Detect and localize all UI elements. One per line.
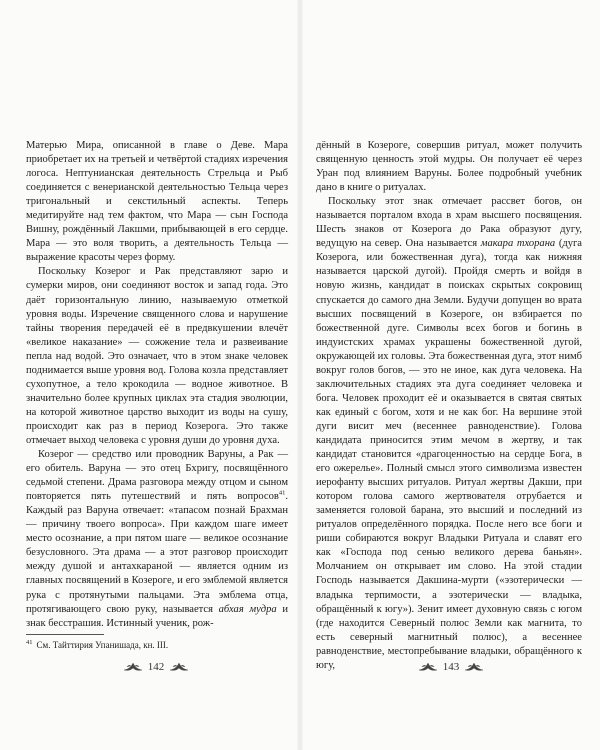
page-number-143: 143 bbox=[442, 661, 460, 673]
right-paragraph-2-text: Поскольку этот знак отмечает рассвет богов, он называется порталом входа в храм высшего посвящения. Шесть знаков от Козерога до Рака образуют дугу, ведущую на север. Она называется bbox=[316, 196, 582, 250]
right-paragraph-2-cont: (дуга Козерога, или божественная дуга), тогда как нижняя называется царской дугой). Пройдя смерть и войдя в новую жизнь, кандидат в поисках скрытых сокровищ спускается до самого дна Земли. Будучи допущен во врата высших посвящений в Козероге, он взбирается по божественной дуге. Символы всех богов и богинь в индуистских храмах украшены божественной дугой, окружающей их головы. Эта божественная дуга, этот нимб вокруг голов богов, — это не иное, как дуга человека. На заключительных стадиях эта дуга соединяет человека и бога. Человек проходит её и оказывается в святая святых как единый с богом, хотя и не как бог. На вершине этой дуги висит меч (весеннее равноденствие). Голова кандидата приносится этим мечом в жертву, и так кандидат становится «драгоценностью на сердце Бога, в его ожерелье». Полный смысл этого символизма известен иерофанту высших ритуалов. Ритуал жертвы Дакши, при котором голова самого жертвователя отрубается и заменяется головой барана, это высший и последний из ритуалов определённого порядка. После него все боги и риши собираются вокруг Владыки Ритуала и славят его как «Господа под сенью великого дерева баньян». Молчанием он открывает им слово. На этой стадии Господь называется Дакшина-мурти («эзотерически — владыка терпимости, а эзотерически — владыка, обращённый к югу»). Зенит имеет духовную связь с югом (где находится Северный полюс Земли как магнита, то есть северный магнитный полюс), а весеннее равноденствие, местопребывание владыки, обращённого к югу, bbox=[316, 238, 582, 671]
arc-term: макара тхорана bbox=[480, 238, 556, 250]
left-page bbox=[26, 139, 288, 651]
page-number-left bbox=[96, 660, 216, 674]
page-number-right bbox=[391, 660, 511, 674]
footnote bbox=[26, 637, 288, 651]
left-paragraph-2: Поскольку Козерог и Рак представляют зарю и сумерки миров, они соединяют восток и запад года. Это даёт горизонтальную линию, называемую отметкой уровня воды. Изречение священного слова и нарушение тайны творения передачей её в предвкушении влечёт «великое наказание» — сожжение тела и развеивание пепла над водой. Это означает, что в этом знаке человек поднимается выше уровня вод. Голова козла представляет сухопутное, а тело крокодила — водное животное. В значительно более крупных циклах эта стадия эволюции, на которой животное царство выходит из воды на сушу, происходит как раз в период Козерога. Это также отмечает выход человека с уровня души до уровня духа. bbox=[26, 266, 288, 446]
left-paragraph-3-text: Козерог — средство или проводник Варуны, а Рак — его обитель. Варуна — это отец Бхригу, посвящённого седьмой степени. Драма разговора между отцом и сыном повторяется пять путешествий и пять вопросов bbox=[26, 449, 288, 503]
footnote-marker: 41 bbox=[278, 489, 286, 497]
right-paragraph-2 bbox=[316, 195, 582, 673]
footnote-number: 41 bbox=[26, 638, 33, 646]
left-paragraph-1: Матерью Мира, описанной в главе о Деве. Мара приобретает их на третьей и четвёртой стадиях изречения логоса. Нептунианская деятельность Стрельца и Рыб соединяется с венерианской деятельностью Тельца через тригональный и секстильный аспекты. Теперь медитируйте над тем фактом, что Мара — сын Господа Вишну, рождённый Лакшми, прибывающей в его сердце. Мара — это воля творить, а деятельность Тельца — выражение красоты через форму. bbox=[26, 140, 288, 264]
page-number-142: 142 bbox=[147, 661, 165, 673]
footnote-rule bbox=[26, 634, 104, 635]
book-gutter bbox=[297, 0, 303, 750]
footnote-text: См. Тайттирия Упанишада, кн. III. bbox=[36, 639, 169, 650]
left-paragraph-3-cont: Каждый раз Варуна отвечает: «тапасом познай Брахман — причину твоего вопроса». При каждом шаге имеет место осознание, а при пятом шаге — великое осознание безусловного. Эта драма — а этот разговор происходит между душой и антахкараной — является одним из главных посвящений в Козероге, и его эмблемой является рука с протянутыми пальцами. Эта эмблема отца, протягивающего свою руку, называется bbox=[26, 505, 288, 615]
right-page bbox=[316, 139, 582, 673]
lotus-ornament-icon bbox=[123, 662, 143, 672]
emblem-term: абхая мудра bbox=[218, 603, 277, 615]
lotus-ornament-icon bbox=[464, 662, 484, 672]
right-paragraph-1: дённый в Козероге, совершив ритуал, может получить священную ценность этой мудры. Он получает её через Уран под влиянием Варуны. Более подробный учебник дано в книге о ритуалах. bbox=[316, 140, 582, 194]
lotus-ornament-icon bbox=[418, 662, 438, 672]
left-paragraph-3: Козерог — средство или проводник Варуны, а Рак — его обитель. Варуна — это отец Бхригу, посвящённого седьмой степени. Драма разговора между отцом и сыном повторяется пять путешествий и пять вопросов$^{41}$. Каждый раз Варуна отвечает: «тапасом познай Брахман — причину твоего вопроса». При каждом шаге имеет место осознание, а при пятом шаге — великое осознание безусловного. Эта драма — а этот разговор происходит между душой и антахкараной — является одним из главных посвящений в Козероге, и его эмблемой является рука с протянутыми пальцами. Эта эмблема отца, протягивающего свою руку, называется абхая мудра и знак бесстрашия. Истинный ученик, рож- bbox=[26, 449, 289, 629]
lotus-ornament-icon bbox=[169, 662, 189, 672]
left-paragraph-3-end: и знак бесстрашия. Истинный ученик, рож- bbox=[26, 603, 289, 629]
